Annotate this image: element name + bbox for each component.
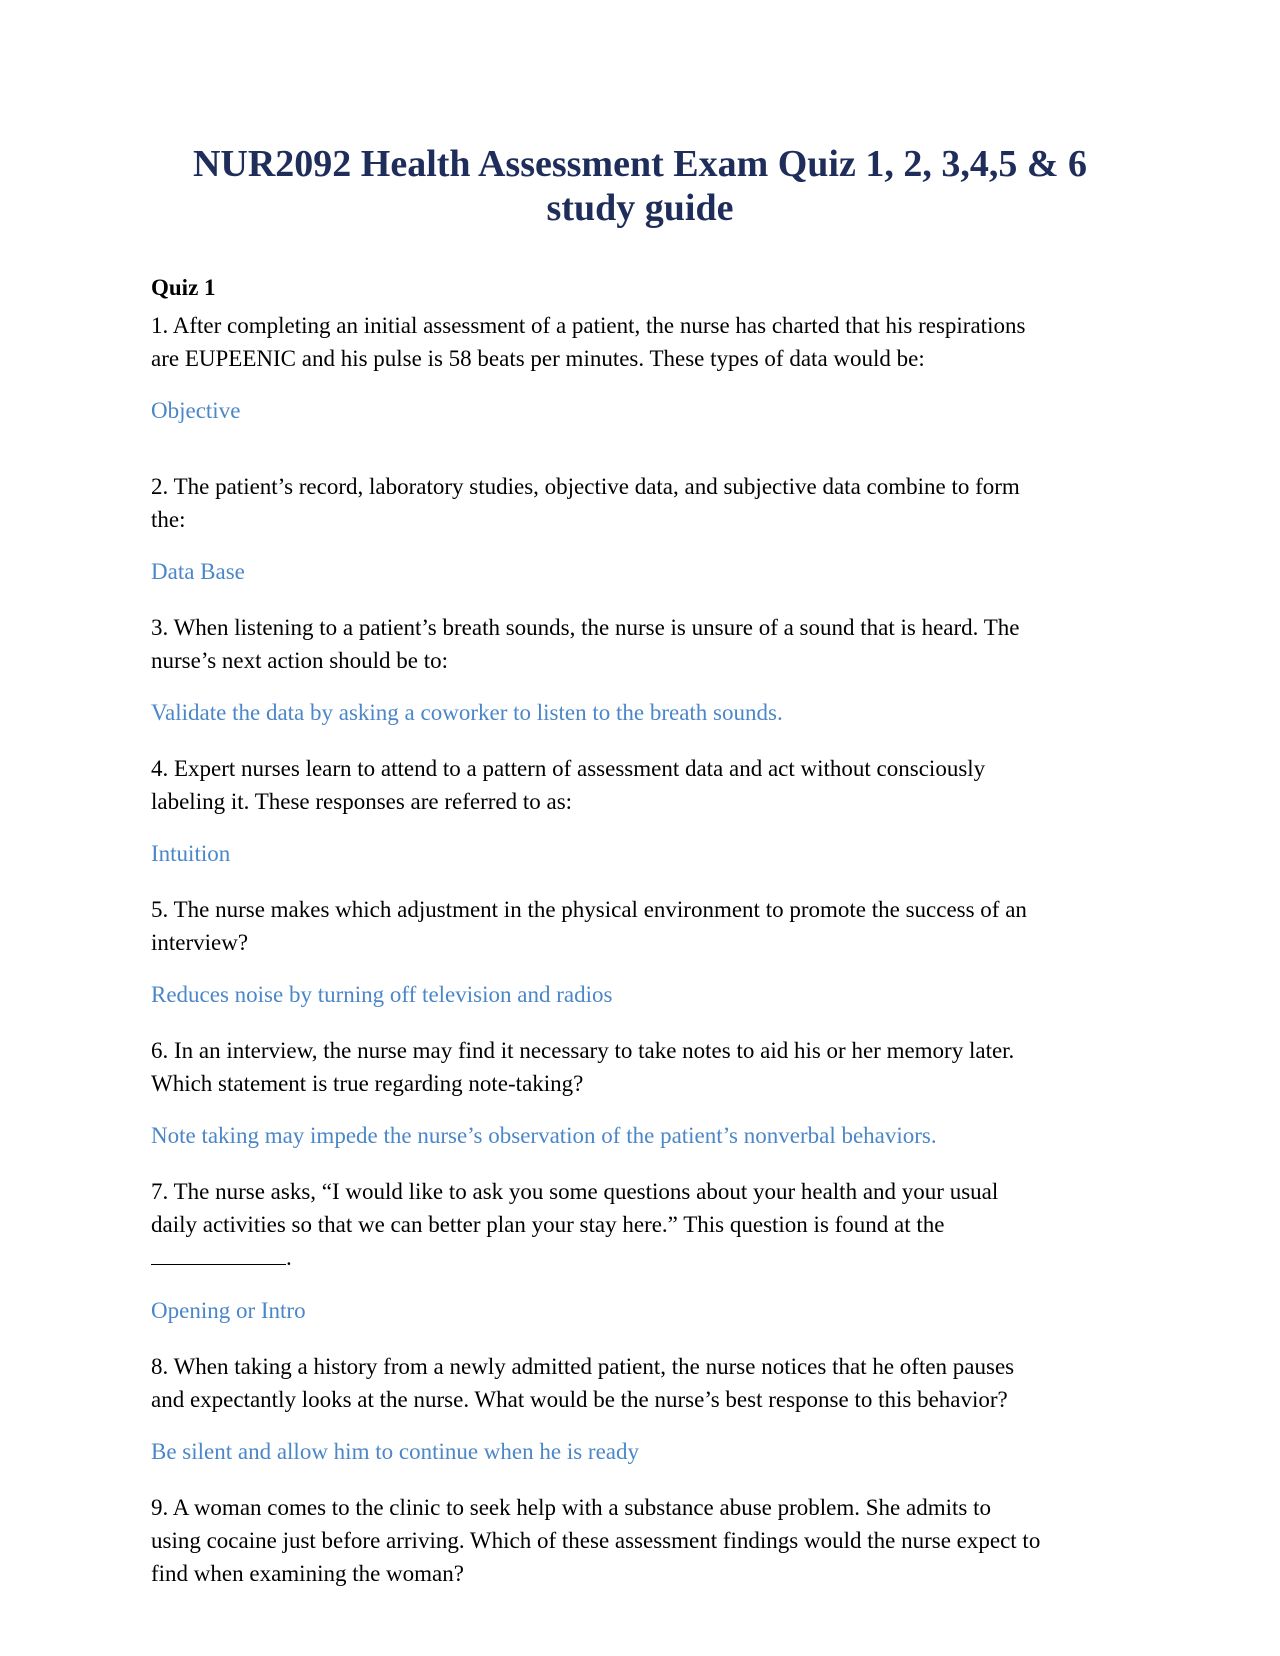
question-line: 5. The nurse makes which adjustment in the physical environment to promote the success of an — [151, 897, 1027, 922]
question-line: labeling it. These responses are referred to as: — [151, 789, 573, 814]
answer-8: Be silent and allow him to continue when he is ready — [151, 1439, 639, 1464]
answer-5: Reduces noise by turning off television and radios — [151, 982, 613, 1007]
question-line: find when examining the woman? — [151, 1561, 464, 1586]
question-line: 2. The patient’s record, laboratory studies, objective data, and subjective data combine to form — [151, 474, 1020, 499]
question-4 — [151, 752, 1151, 818]
question-line: 7. The nurse asks, “I would like to ask you some questions about your health and your usual — [151, 1179, 999, 1204]
question-3 — [151, 611, 1151, 677]
question-5 — [151, 893, 1151, 959]
question-line: Which statement is true regarding note-taking? — [151, 1071, 584, 1096]
document-title — [120, 142, 1160, 230]
answer-7: Opening or Intro — [151, 1298, 306, 1323]
answer-2: Data Base — [151, 559, 245, 584]
answer-4: Intuition — [151, 841, 231, 866]
answer-blank-line — [151, 1241, 1151, 1274]
question-line: using cocaine just before arriving. Which of these assessment findings would the nurse expect to — [151, 1528, 1041, 1553]
question-line: and expectantly looks at the nurse. What would be the nurse’s best response to this behavior? — [151, 1387, 1008, 1412]
question-line: 3. When listening to a patient’s breath sounds, the nurse is unsure of a sound that is heard. The — [151, 615, 1020, 640]
answer-1: Objective — [151, 398, 241, 423]
question-7 — [151, 1175, 1151, 1274]
title-line-1: NUR2092 Health Assessment Exam Quiz 1, 2, 3,4,5 & 6 — [192, 143, 1088, 185]
section-heading: Quiz 1 — [151, 275, 216, 300]
question-line: 6. In an interview, the nurse may find it necessary to take notes to aid his or her memory later. — [151, 1038, 1015, 1063]
question-line: interview? — [151, 930, 249, 955]
question-line: 1. After completing an initial assessment of a patient, the nurse has charted that his respirations — [151, 313, 1026, 338]
answer-6: Note taking may impede the nurse’s observation of the patient’s nonverbal behaviors. — [151, 1123, 937, 1148]
question-2 — [151, 470, 1151, 536]
question-6 — [151, 1034, 1151, 1100]
question-line: 4. Expert nurses learn to attend to a pattern of assessment data and act without consciously — [151, 756, 986, 781]
title-line-2: study guide — [546, 187, 734, 229]
answer-3: Validate the data by asking a coworker to listen to the breath sounds. — [151, 700, 783, 725]
question-line: nurse’s next action should be to: — [151, 648, 449, 673]
answer-blank — [151, 1242, 286, 1265]
question-line: daily activities so that we can better plan your stay here.” This question is found at the — [151, 1212, 945, 1237]
blank-suffix: . — [286, 1245, 292, 1270]
question-9 — [151, 1491, 1151, 1590]
question-line: 8. When taking a history from a newly admitted patient, the nurse notices that he often pauses — [151, 1354, 1015, 1379]
question-8 — [151, 1350, 1151, 1416]
question-line: the: — [151, 507, 186, 532]
question-1 — [151, 309, 1151, 375]
question-line: 9. A woman comes to the clinic to seek help with a substance abuse problem. She admits to — [151, 1495, 991, 1520]
question-line: are EUPEENIC and his pulse is 58 beats per minutes. These types of data would be: — [151, 346, 925, 371]
